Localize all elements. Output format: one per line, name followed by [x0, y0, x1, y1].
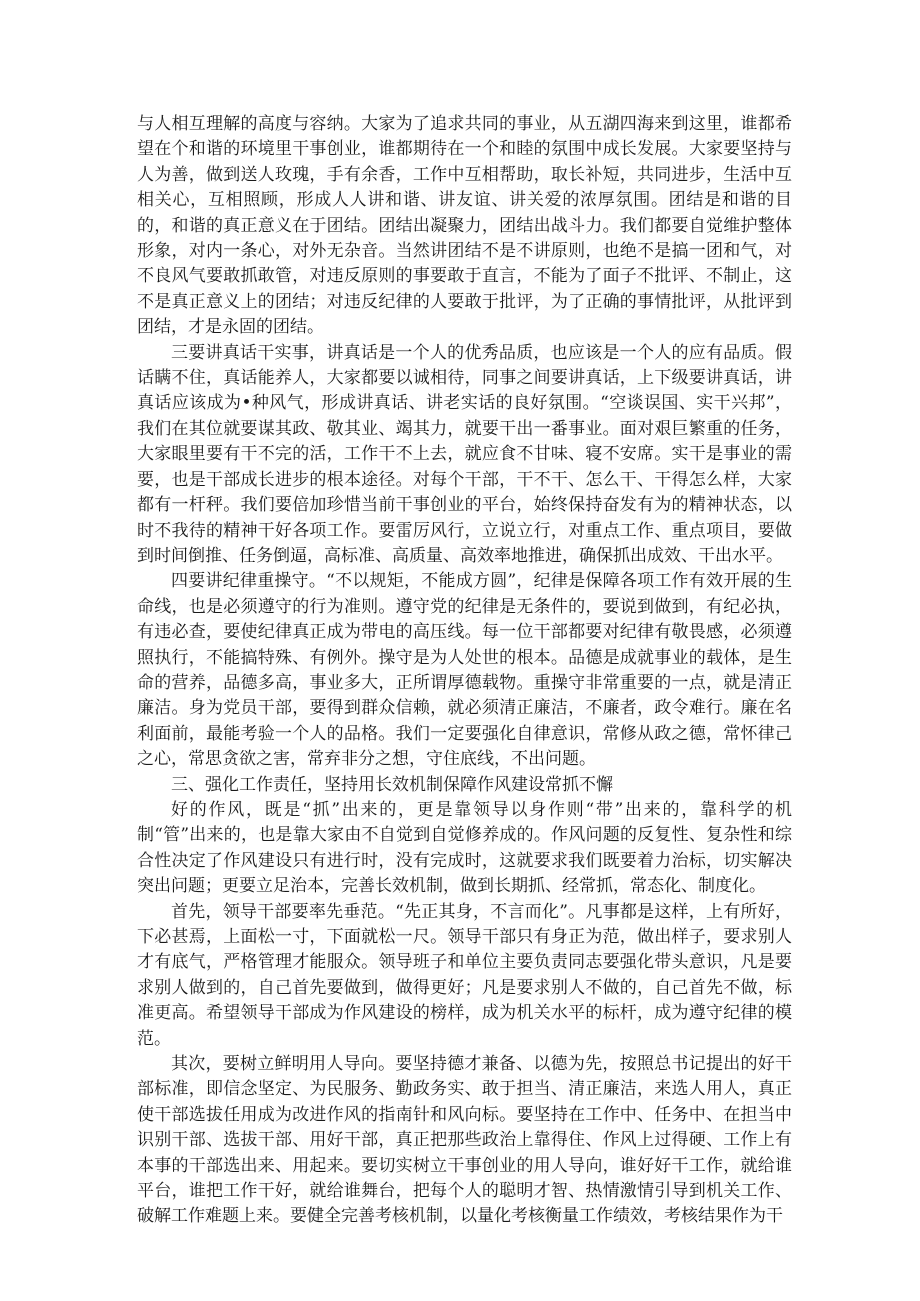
section-heading-three: 三、强化工作责任，坚持用长效机制保障作风建设常抓不懈	[171, 774, 613, 795]
document-page	[137, 112, 792, 1230]
paragraph-leaders-example: 首先，领导干部要率先垂范。“先正其身，不言而化”。凡事都是这样，上有所好，下必甚焉，上面松一寸，下面就松一尺。领导干部只有身正为范，做出样子，要求别人才有底气，严格管理才能服众。领导班子和单位主要负责同志要强化带头意识，凡是要求别人做到的，自己首先要做到，做得更好；凡是要求别人不做的，自己首先不做，标准更高。希望领导干部成为作风建设的榜样，成为机关水平的标杆，成为遵守纪律的模范。	[137, 901, 792, 1049]
paragraph-discipline: 四要讲纪律重操守。“不以规矩，不能成方圆”，纪律是保障各项工作有效开展的生命线，也是必须遵守的行为准则。遵守党的纪律是无条件的，要说到做到，有纪必执，有违必查，要使纪律真正成为带电的高压线。每一位干部都要对纪律有敬畏感，必须遵照执行，不能搞特殊、有例外。操守是为人处世的根本。品德是成就事业的载体，是生命的营养，品德多高，事业多大，正所谓厚德载物。重操守非常重要的一点，就是清正廉洁。身为党员干部，要得到群众信赖，就必须清正廉洁，不廉者，政令难行。廉在名利面前，最能考验一个人的品格。我们一定要强化自律意识，常修从政之德，常怀律己之心，常思贪欲之害，常弃非分之想，守住底线，不出问题。	[137, 571, 792, 770]
paragraph-unity: 与人相互理解的高度与容纳。大家为了追求共同的事业，从五湖四海来到这里，谁都希望在个和谐的环境里干事创业，谁都期待在一个和睦的氛围中成长发展。大家要坚持与人为善，做到送人玫瑰，手有余香，工作中互相帮助，取长补短，共同进步，生活中互相关心，互相照顾，形成人人讲和谐、讲友谊、讲关爱的浓厚氛围。团结是和谐的目的，和谐的真正意义在于团结。团结出凝聚力，团结出战斗力。我们都要自觉维护整体形象，对内一条心，对外无杂音。当然讲团结不是不讲原则，也绝不是搞一团和气，对不良风气要敢抓敢管，对违反原则的事要敢于直言，不能为了面子不批评、不制止，这不是真正意义上的团结；对违反纪律的人要敢于批评，为了正确的事情批评，从批评到团结，才是永固的团结。	[137, 114, 792, 338]
paragraph-truthfulness: 三要讲真话干实事，讲真话是一个人的优秀品质，也应该是一个人的应有品质。假话瞒不住，真话能养人，大家都要以诚相待，同事之间要讲真话，上下级要讲真话，讲真话应该成为•种风气，形成讲真话、讲老实话的良好氛围。“空谈误国、实干兴邦”，我们在其位就要谋其政、敬其业、竭其力，就要干出一番事业。面对艰巨繁重的任务，大家眼里要有干不完的活，工作干不上去，就应食不甘味、寝不安席。实干是事业的需要，也是干部成长进步的根本途径。对每个干部，干不干、怎么干、干得怎么样，大家都有一杆秤。我们要倍加珍惜当前干事创业的平台，始终保持奋发有为的精神状态，以时不我待的精神干好各项工作。要雷厉风行，立说立行，对重点工作、重点项目，要做到时间倒推、任务倒逼，高标准、高质量、高效率地推进，确保抓出成效、干出水平。	[137, 342, 792, 566]
paragraph-good-style: 好的作风，既是“抓”出来的，更是靠领导以身作则“带”出来的，靠科学的机制“管”出来的，也是靠大家由不自觉到自觉修养成的。作风问题的反复性、复杂性和综合性决定了作风建设只有进行时，没有完成时，这就要求我们既要着力治标，切实解决突出问题；更要立足治本，完善长效机制，做到长期抓、经常抓，常态化、制度化。	[137, 799, 792, 897]
paragraph-employment-orientation: 其次，要树立鲜明用人导向。要坚持德才兼备、以德为先，按照总书记提出的好干部标准，即信念坚定、为民服务、勤政务实、敢于担当、清正廉洁，来选人用人，真正使干部选拔任用成为改进作风的指南针和风向标。要坚持在工作中、任务中、在担当中识别干部、选拔干部、用好干部，真正把那些政治上靠得住、作风上过得硬、工作上有本事的干部选出来、用起来。要切实树立干事创业的用人导向，谁好好干工作，就给谁平台，谁把工作干好，就给谁舞台，把每个人的聪明才智、热情激情引导到机关工作、破解工作难题上来。要健全完善考核机制，以量化考核衡量工作绩效，考核结果作为干	[137, 1054, 792, 1227]
